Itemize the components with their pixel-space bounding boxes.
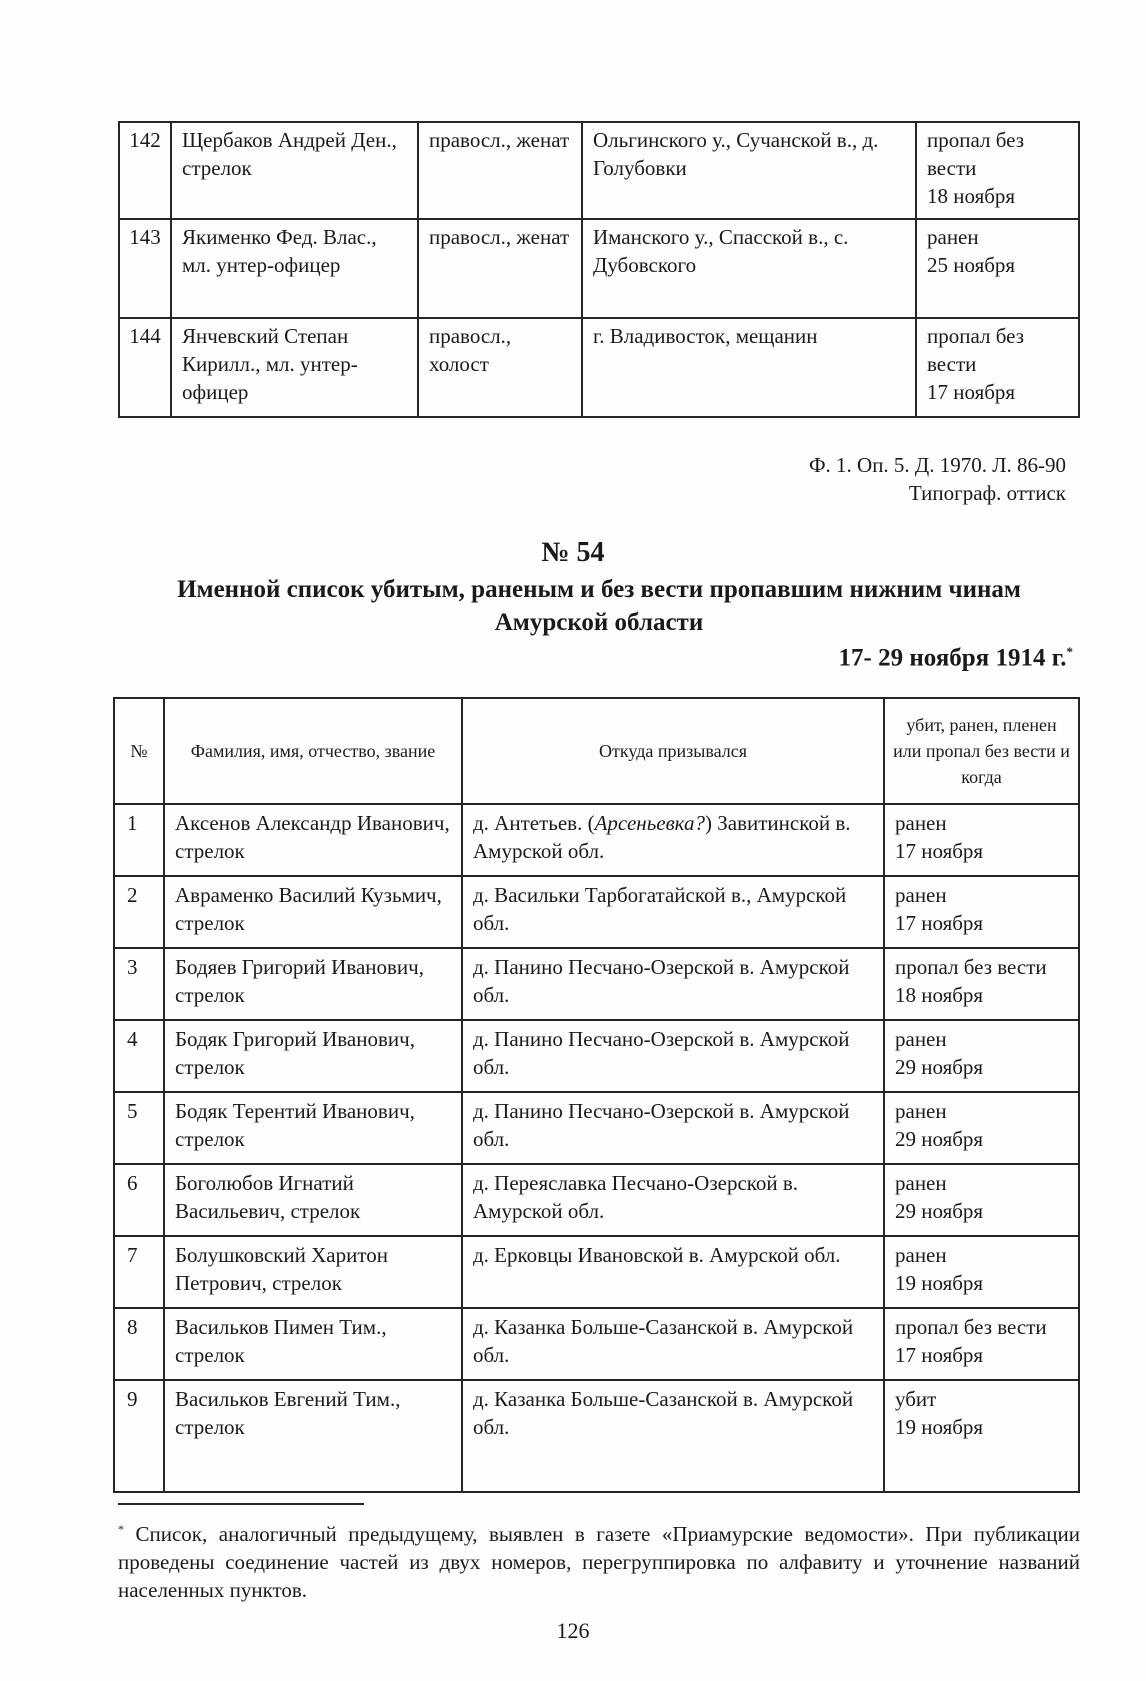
- person-name: Аксенов Александр Иванович, стрелок: [164, 804, 462, 876]
- origin: д. Васильки Тарбогатайской в., Амурской обл.: [462, 876, 884, 948]
- row-number: 1: [114, 804, 164, 876]
- status: пропал без вести: [927, 324, 1024, 376]
- archive-source: [809, 451, 1066, 507]
- status-cell: [916, 219, 1079, 318]
- date-text: 17- 29 ноября 1914 г.: [838, 644, 1067, 672]
- casualty-table: [113, 697, 1080, 1493]
- status: пропал без вести: [895, 1315, 1047, 1339]
- origin: [462, 804, 884, 876]
- religion-marital: правосл., женат: [418, 122, 582, 219]
- person-name: Бодяев Григорий Иванович, стрелок: [164, 948, 462, 1020]
- origin: Ольгинского у., Сучанской в., д. Голубовки: [582, 122, 916, 219]
- table-row: [114, 1308, 1079, 1380]
- origin: д. Панино Песчано-Озерской в. Амурской обл.: [462, 1020, 884, 1092]
- origin: д. Казанка Больше-Сазанской в. Амурской обл.: [462, 1308, 884, 1380]
- origin-part: д. Антетьев. (: [473, 811, 595, 835]
- table-row: [114, 1092, 1079, 1164]
- document-number: № 54: [541, 537, 605, 568]
- person-name: Васильков Пимен Тим., стрелок: [164, 1308, 462, 1380]
- header-number: №: [114, 698, 164, 804]
- status: ранен: [895, 811, 947, 835]
- header-origin: Откуда призывался: [462, 698, 884, 804]
- continuation-table: [118, 121, 1080, 418]
- status-date: 29 ноября: [895, 1055, 984, 1079]
- table-row: [114, 1164, 1079, 1236]
- origin: г. Владивосток, мещанин: [582, 318, 916, 417]
- status: ранен: [895, 1171, 947, 1195]
- footnote-marker: *: [1066, 644, 1073, 659]
- footnote-marker: *: [118, 1522, 124, 1536]
- status: ранен: [927, 225, 979, 249]
- table-row: [114, 1020, 1079, 1092]
- status-cell: [884, 1020, 1079, 1092]
- status: ранен: [895, 1243, 947, 1267]
- status-date: 17 ноября: [895, 1343, 984, 1367]
- row-number: 3: [114, 948, 164, 1020]
- status-cell: [884, 804, 1079, 876]
- religion-marital: правосл., женат: [418, 219, 582, 318]
- origin-part: ) Завитинской в. Амурской обл.: [473, 811, 851, 863]
- status-cell: [916, 122, 1079, 219]
- status-date: 25 ноября: [927, 253, 1016, 277]
- row-number: 6: [114, 1164, 164, 1236]
- status-date: 17 ноября: [927, 380, 1016, 404]
- table-row: [119, 219, 1079, 318]
- header-name: Фамилия, имя, отчество, звание: [164, 698, 462, 804]
- origin: д. Панино Песчано-Озерской в. Амурской обл.: [462, 948, 884, 1020]
- origin: д. Переяславка Песчано-Озерской в. Амурской обл.: [462, 1164, 884, 1236]
- table-row: [114, 1236, 1079, 1308]
- origin: д. Панино Песчано-Озерской в. Амурской обл.: [462, 1092, 884, 1164]
- status: ранен: [895, 883, 947, 907]
- row-number: 8: [114, 1308, 164, 1380]
- document-date: [839, 644, 1074, 672]
- origin: д. Ерковцы Ивановской в. Амурской обл.: [462, 1236, 884, 1308]
- status-cell: [916, 318, 1079, 417]
- person-name: Бодяк Григорий Иванович, стрелок: [164, 1020, 462, 1092]
- person-name: Бодяк Терентий Иванович, стрелок: [164, 1092, 462, 1164]
- religion-marital: правосл., холост: [418, 318, 582, 417]
- footnote-divider: [118, 1503, 364, 1505]
- status-date: 18 ноября: [927, 184, 1016, 208]
- row-number: 7: [114, 1236, 164, 1308]
- status: пропал без вести: [927, 128, 1024, 180]
- table-row: [114, 876, 1079, 948]
- status-date: 29 ноября: [895, 1199, 984, 1223]
- page-number: 126: [556, 1618, 590, 1643]
- status-date: 17 ноября: [895, 839, 984, 863]
- footnote: [118, 1515, 1080, 1604]
- status: ранен: [895, 1027, 947, 1051]
- row-number: 144: [119, 318, 171, 417]
- archive-note: Типограф. оттиск: [908, 481, 1066, 505]
- row-number: 4: [114, 1020, 164, 1092]
- status: пропал без вести: [895, 955, 1047, 979]
- status-date: 19 ноября: [895, 1415, 984, 1439]
- row-number: 9: [114, 1380, 164, 1492]
- person-name: Янчевский Степан Кирилл., мл. унтер-офицер: [171, 318, 418, 417]
- status-cell: [884, 948, 1079, 1020]
- document-title: Именной список убитым, раненым и без вести пропавшим нижним чинам Амурской области: [177, 576, 1021, 636]
- person-name: Щербаков Андрей Ден., стрелок: [171, 122, 418, 219]
- status: убит: [895, 1387, 937, 1411]
- origin: д. Казанка Больше-Сазанской в. Амурской обл.: [462, 1380, 884, 1492]
- status-cell: [884, 1092, 1079, 1164]
- status-cell: [884, 1380, 1079, 1492]
- header-status: убит, ранен, пленен или пропал без вести и когда: [884, 698, 1079, 804]
- archive-reference: Ф. 1. Оп. 5. Д. 1970. Л. 86-90: [808, 453, 1066, 477]
- table-row: [114, 804, 1079, 876]
- status-date: 17 ноября: [895, 911, 984, 935]
- status-cell: [884, 1236, 1079, 1308]
- table-row: [114, 1380, 1079, 1492]
- person-name: Васильков Евгений Тим., стрелок: [164, 1380, 462, 1492]
- row-number: 143: [119, 219, 171, 318]
- status-date: 18 ноября: [895, 983, 984, 1007]
- person-name: Боголюбов Игнатий Васильевич, стрелок: [164, 1164, 462, 1236]
- status-date: 29 ноября: [895, 1127, 984, 1151]
- row-number: 142: [119, 122, 171, 219]
- status-date: 19 ноября: [895, 1271, 984, 1295]
- row-number: 5: [114, 1092, 164, 1164]
- status-cell: [884, 1308, 1079, 1380]
- person-name: Якименко Фед. Влас., мл. унтер-офицер: [171, 219, 418, 318]
- table-row: [114, 948, 1079, 1020]
- table-row: [119, 318, 1079, 417]
- origin-conjecture: Арсеньевка?: [594, 811, 705, 835]
- row-number: 2: [114, 876, 164, 948]
- person-name: Болушковский Харитон Петрович, стрелок: [164, 1236, 462, 1308]
- table-row: [119, 122, 1079, 219]
- status-cell: [884, 876, 1079, 948]
- person-name: Авраменко Василий Кузьмич, стрелок: [164, 876, 462, 948]
- status-cell: [884, 1164, 1079, 1236]
- table-header-row: [114, 698, 1079, 804]
- status: ранен: [895, 1099, 947, 1123]
- footnote-text: Список, аналогичный предыдущему, выявлен в газете «Приамурские ведомости». При публикации проведены соединение частей из двух номеров, перегруппировка по алфавиту и уточнение названий населенных пунктов.: [118, 1522, 1080, 1602]
- origin: Иманского у., Спасской в., с. Дубовского: [582, 219, 916, 318]
